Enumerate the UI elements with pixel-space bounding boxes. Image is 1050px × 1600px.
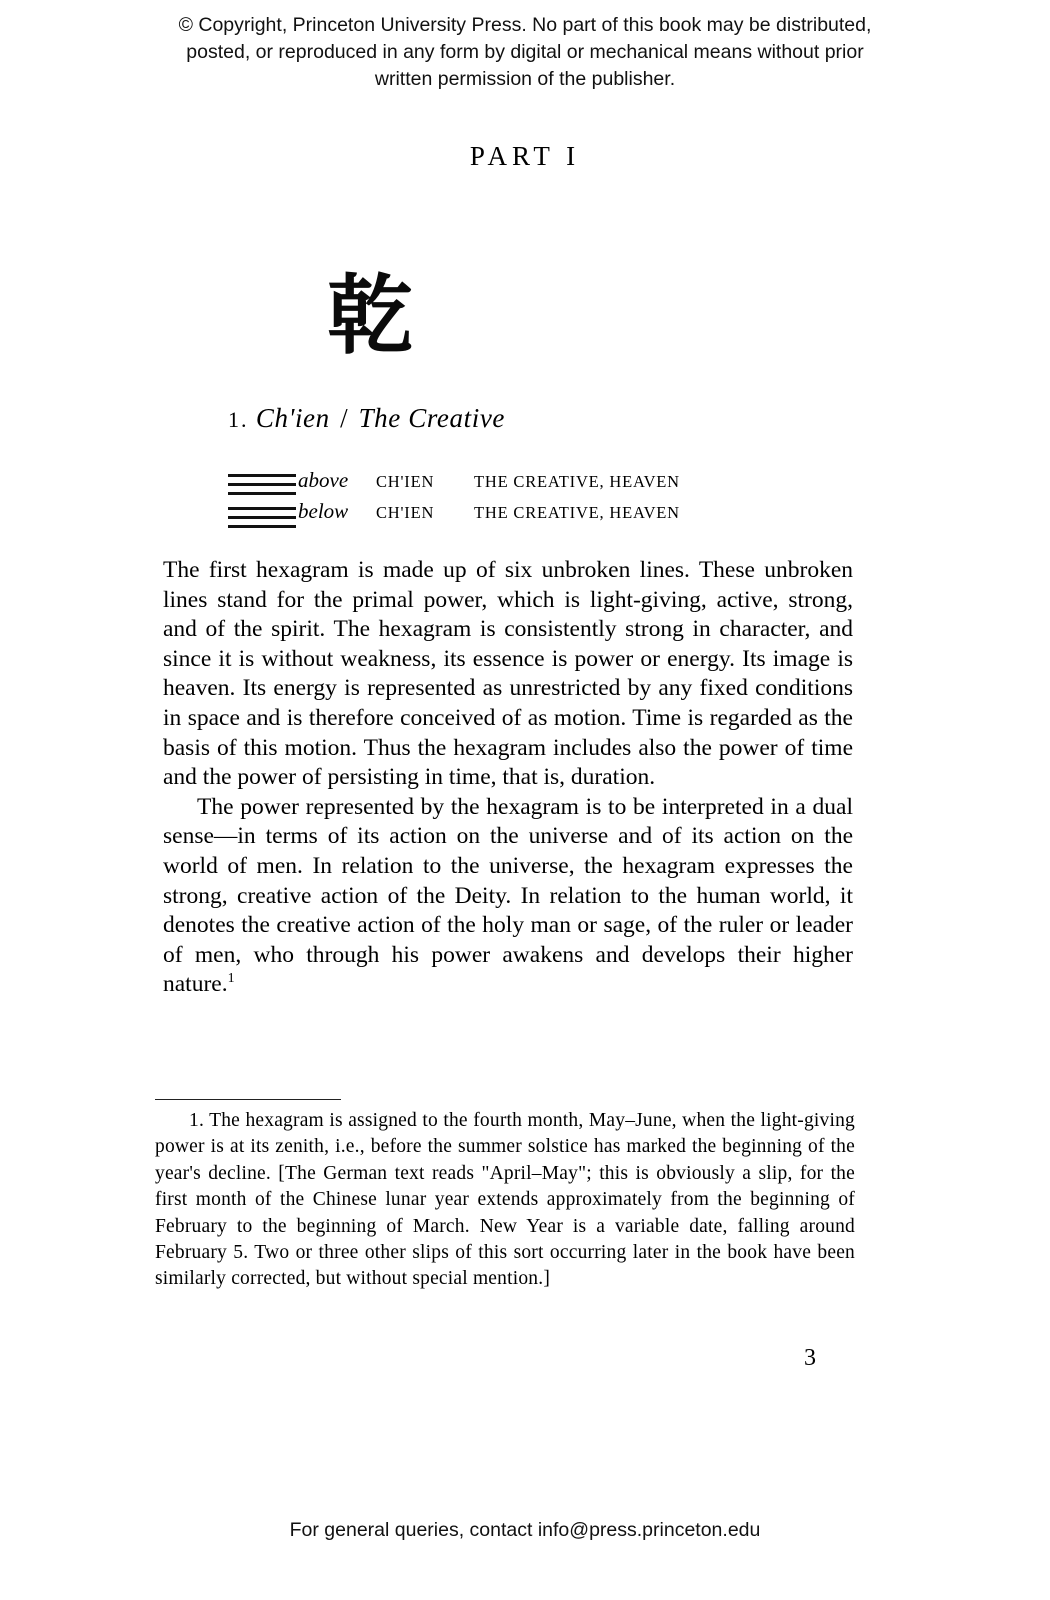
title-separator: /: [340, 403, 349, 433]
copyright-notice: © Copyright, Princeton University Press. No part of this book may be distributed, posted, or reproduced in any form by digital or mechanical means without prior written permission of the publisher.: [178, 14, 872, 90]
trigram-row-above: [298, 468, 788, 499]
hexagram-line-5: [228, 483, 296, 486]
trigram-position: below: [298, 499, 349, 523]
hexagram-translation: The Creative: [358, 403, 505, 433]
footer-query-line: For general queries, contact info@press.princeton.edu: [289, 1519, 761, 1541]
trigram-block: [228, 468, 788, 534]
hexagram-number: 1.: [228, 407, 249, 432]
hexagram-line-4: [228, 492, 296, 495]
trigram-name: CH'IEN: [376, 503, 435, 522]
hexagram-line-6: [228, 474, 296, 477]
hexagram-name: Ch'ien: [255, 403, 330, 433]
footnote-text: 1. The hexagram is assigned to the fourth month, May–June, when the light-giving power is at its zenith, i.e., before the summer solstice has marked the beginning of the year's decline. [The German text reads "April–May"; this is obviously a slip, for the first month of the Chinese lunar year extends approximately from the beginning of February to the beginning of March. New Year is a variable date, falling around February 5. Two or three other slips of this sort occurring later in the book have been similarly corrected, but without special mention.]: [155, 1110, 855, 1290]
footnote-rule: [155, 1099, 341, 1100]
body-paragraph-2-text: The power represented by the hexagram is to be interpreted in a dual sense—in terms of its action on the universe and of its action on the world of men. In relation to the universe, the hexagram expresses the strong, creative action of the Deity. In relation to the human world, it denotes the creative action of the holy man or sage, of the ruler or leader of men, who through his power awakens and develops their higher nature.: [163, 793, 853, 998]
trigram-name: CH'IEN: [376, 472, 435, 491]
hexagram-lines-diagram: [228, 468, 298, 534]
page-number: 3: [804, 1345, 816, 1371]
trigram-description: THE CREATIVE, HEAVEN: [474, 503, 680, 522]
footnote-block: [155, 1108, 855, 1293]
body-paragraph-2: [163, 793, 853, 1000]
footnote-reference-marker: 1: [227, 971, 235, 987]
trigram-position: above: [298, 468, 349, 492]
body-text: [163, 556, 853, 1000]
hexagram-line-1: [228, 525, 296, 528]
hexagram-line-2: [228, 516, 296, 519]
hexagram-title: [228, 403, 505, 434]
trigram-description: THE CREATIVE, HEAVEN: [474, 472, 680, 491]
body-paragraph-1: The first hexagram is made up of six unbroken lines. These unbroken lines stand for the primal power, which is light-giving, active, strong, and of the spirit. The hexagram is consistently strong in character, and since it is without weakness, its essence is power or energy. Its image is heaven. Its energy is represented as unrestricted by any fixed conditions in space and is therefore conceived of as motion. Time is regarded as the basis of this motion. Thus the hexagram includes also the power of time and the power of persisting in time, that is, duration.: [163, 557, 853, 791]
part-heading: PART I: [469, 141, 581, 171]
hexagram-line-3: [228, 507, 296, 510]
chinese-character-glyph: 乾: [327, 266, 413, 366]
trigram-row-below: [298, 499, 788, 530]
